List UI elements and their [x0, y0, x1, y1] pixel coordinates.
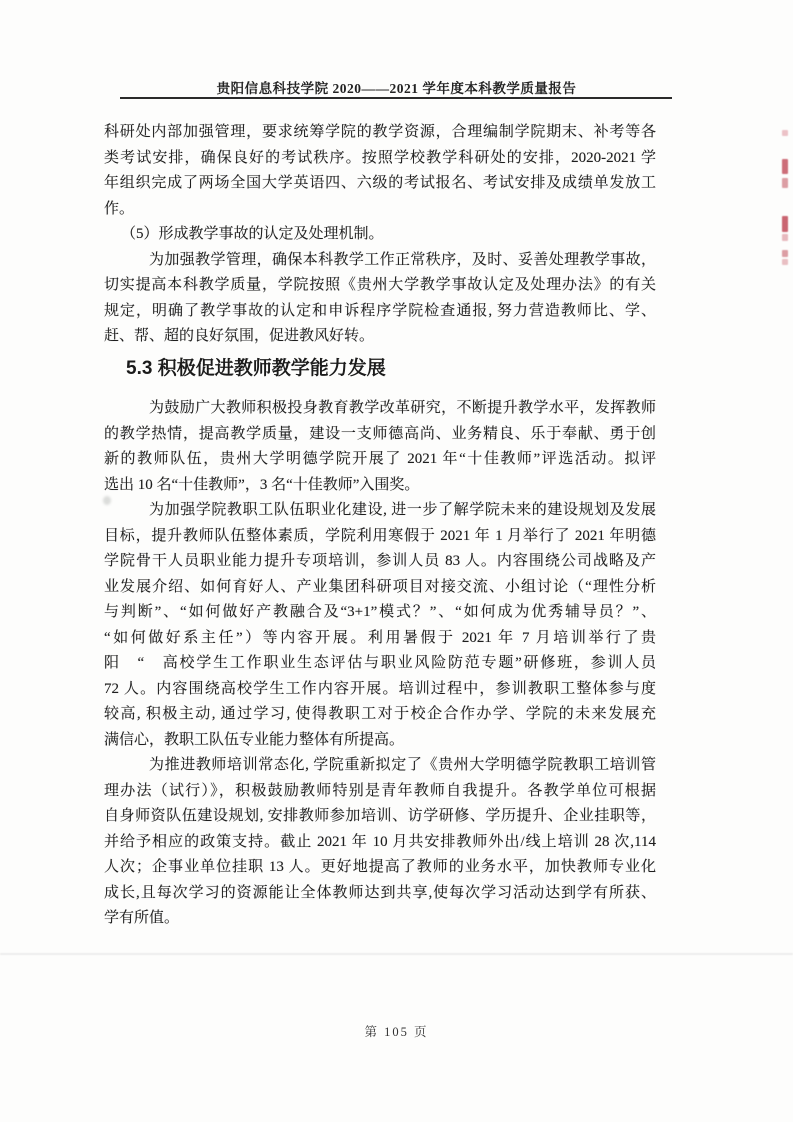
body-line: 学院骨干人员职业能力提升专项培训，参训人员 83 人。内容围绕公司战略及产 [104, 553, 656, 569]
body-line: （5）形成教学事故的认定及处理机制。 [121, 226, 384, 242]
body-line: “如何做好系主任”）等内容开展。利用暑假于 2021 年 7 月培训举行了贵 [104, 629, 656, 646]
body-line: 72 人。内容围绕高校学生工作内容开展。培训过程中，参训教职工整体参与度 [104, 680, 656, 697]
paragraph [104, 498, 656, 753]
body-line: 切实提高本科教学质量，学院按照《贵州大学教学事故认定及处理办法》的有关 [104, 277, 656, 293]
body-line: 为推进教师培训常态化, 学院重新拟定了《贵州大学明德学院教职工培训管 [149, 757, 656, 773]
body-line: 新的教师队伍，贵州大学明德学院开展了 2021 年“十佳教师”评选活动。拟评 [104, 451, 656, 467]
document-body [104, 120, 656, 932]
paragraph [104, 222, 656, 248]
body-line: 与判断”、“如何做好产教融合及“3+1”模式？”、“如何成为优秀辅导员？”、 [104, 604, 656, 620]
page-header-title: 贵阳信息科技学院 2020——2021 学年度本科教学质量报告 [216, 81, 577, 96]
body-line: 人次；企事业单位挂职 13 人。更好地提高了教师的业务水平，加快教师专业化 [104, 859, 656, 875]
body-line: 作。 [104, 200, 135, 217]
scan-mark [782, 250, 788, 257]
body-line: 满信心，教职工队伍专业能力整体有所提高。 [104, 731, 405, 748]
header-rule [120, 97, 672, 99]
body-line: 类考试安排，确保良好的考试秩序。按照学校教学科研处的安排，2020-2021 学 [104, 149, 656, 166]
body-line: 成长,且每次学习的资源能让全体教师达到共享,使每次学习活动达到学有所获、 [104, 884, 656, 901]
body-line: 并给予相应的政策支持。截止 2021 年 10 月共安排教师外出/线上培训 28 次,114 [104, 833, 656, 850]
scan-mark [782, 178, 788, 188]
scan-mark [782, 159, 788, 174]
body-line: 业发展介绍、如何育好人、产业集团科研项目对接交流、小组讨论（“理性分析 [104, 578, 656, 595]
paragraph [104, 753, 656, 932]
scan-mark [782, 216, 788, 232]
body-line: 自身师资队伍建设规划, 安排教师参加培训、访学研修、学历提升、企业挂职等， [104, 808, 656, 824]
body-line: 为加强学院教职工队伍职业化建设, 进一步了解学院未来的建设规划及发展 [149, 502, 656, 518]
body-line: 目标，提升教师队伍整体素质，学院利用寒假于 2021 年 1 月举行了 2021 年明德 [104, 527, 656, 544]
body-line: 为加强教学管理，确保本科教学工作正常秩序，及时、妥善处理教学事故， [149, 251, 656, 268]
body-line: 理办法（试行）》，积极鼓励教师特别是青年教师自我提升。各教学单位可根据 [104, 782, 656, 799]
scan-smudge [103, 496, 111, 505]
body-line: 学有所值。 [104, 910, 180, 926]
body-line: 科研处内部加强管理，要求统筹学院的教学资源，合理编制学院期末、补考等各 [104, 124, 656, 140]
body-line: 赶、帮、超的良好氛围，促进教风好转。 [104, 328, 375, 344]
paragraph [104, 120, 656, 222]
scan-streak [0, 953, 793, 955]
paragraph [104, 396, 656, 498]
body-line: 选出 10 名“十佳教师”，3 名“十佳教师”入围奖。 [104, 476, 420, 493]
body-line: 较高, 积极主动, 通过学习, 使得教职工对于校企合作办学、学院的未来发展充 [104, 706, 656, 722]
scan-mark [782, 130, 788, 136]
body-line: 规定，明确了教学事故的认定和申诉程序学院检查通报, 努力营造教师比、学、 [104, 302, 656, 319]
body-line: 年组织完成了两场全国大学英语四、六级的考试报名、考试安排及成绩单发放工 [104, 175, 656, 191]
body-line: 为鼓励广大教师积极投身教育教学改革研究，不断提升教学水平，发挥教师 [149, 400, 656, 416]
paragraph [104, 248, 656, 350]
body-line: 的教学热情，提高教学质量，建设一支师德高尚、业务精良、乐于奉献、勇于创 [104, 425, 656, 442]
section-heading: 5.3 积极促进教师教学能力发展 [126, 357, 386, 379]
scan-mark [782, 234, 788, 241]
page-number: 第 105 页 [364, 1025, 429, 1039]
body-line: 阳 “ 高校学生工作职业生态评估与职业风险防范专题”研修班，参训人员 [104, 655, 656, 671]
scan-mark [782, 259, 788, 265]
